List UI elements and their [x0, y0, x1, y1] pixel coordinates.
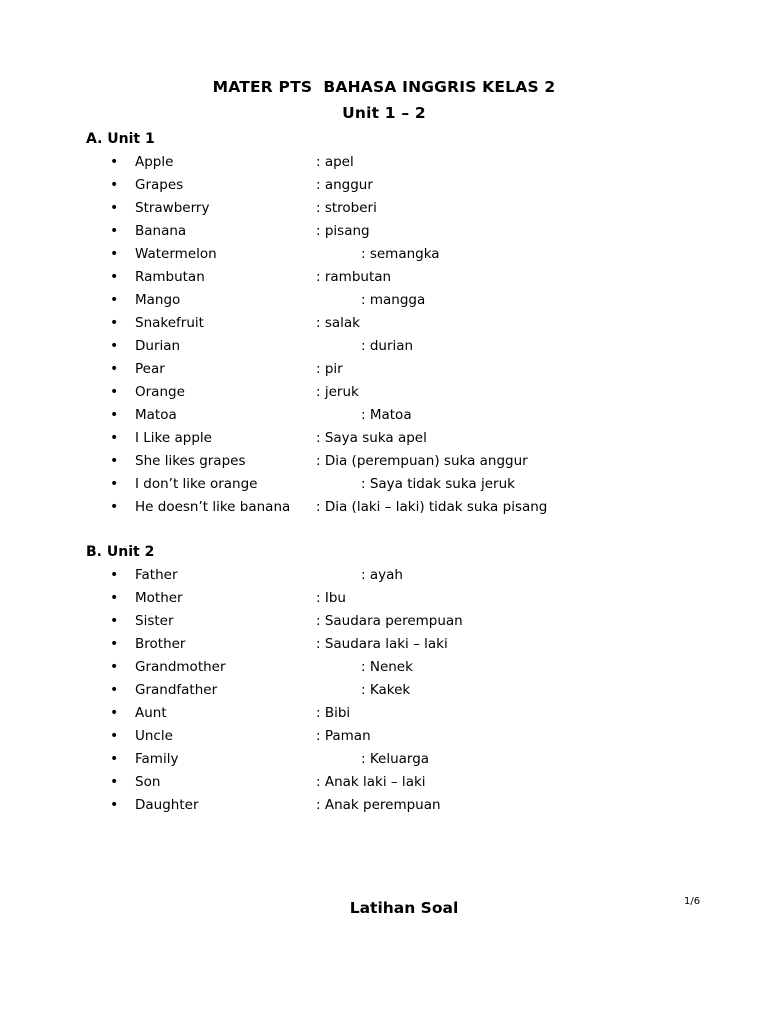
list-item: [0, 266, 768, 289]
vocabulary-meaning: : Saudara perempuan: [316, 613, 463, 629]
bullet-icon: •: [110, 751, 119, 767]
list-item: [0, 197, 768, 220]
vocabulary-meaning: : Kakek: [361, 682, 411, 698]
bullet-icon: •: [110, 567, 119, 583]
list-item: [0, 656, 768, 679]
list-item: [0, 702, 768, 725]
bullet-icon: •: [110, 177, 119, 193]
vocabulary-meaning: : Paman: [316, 728, 371, 744]
page-number: 1/6: [684, 896, 701, 907]
vocabulary-term: Grapes: [135, 177, 184, 193]
vocabulary-term: Brother: [135, 636, 186, 652]
bullet-icon: •: [110, 797, 119, 813]
vocabulary-meaning: : Matoa: [361, 407, 412, 423]
list-item: [0, 564, 768, 587]
bullet-icon: •: [110, 590, 119, 606]
bullet-icon: •: [110, 476, 119, 492]
list-item: [0, 610, 768, 633]
list-item: [0, 243, 768, 266]
list-item: [0, 496, 768, 519]
vocabulary-meaning: : semangka: [361, 246, 440, 262]
vocabulary-list-unit-2: [0, 564, 768, 817]
bullet-icon: •: [110, 659, 119, 675]
vocabulary-term: He doesn’t like banana: [135, 499, 291, 515]
bullet-icon: •: [110, 682, 119, 698]
vocabulary-term: Mango: [135, 292, 181, 308]
vocabulary-meaning: : mangga: [361, 292, 426, 308]
vocabulary-term: Aunt: [135, 705, 167, 721]
list-item: [0, 312, 768, 335]
vocabulary-meaning: : rambutan: [316, 269, 392, 285]
vocabulary-meaning: : Ibu: [316, 590, 346, 606]
vocabulary-meaning: : durian: [361, 338, 414, 354]
vocabulary-meaning: : Anak laki – laki: [316, 774, 426, 790]
vocabulary-meaning: : apel: [316, 154, 354, 170]
vocabulary-term: Grandmother: [135, 659, 226, 675]
vocabulary-term: Snakefruit: [135, 315, 204, 331]
list-item: [0, 174, 768, 197]
vocabulary-meaning: : Saya tidak suka jeruk: [361, 476, 515, 492]
vocabulary-term: Matoa: [135, 407, 177, 423]
list-item: [0, 794, 768, 817]
vocabulary-term: Grandfather: [135, 682, 218, 698]
bullet-icon: •: [110, 613, 119, 629]
vocabulary-term: Watermelon: [135, 246, 217, 262]
list-item: [0, 427, 768, 450]
vocabulary-term: Father: [135, 567, 178, 583]
vocabulary-term: Orange: [135, 384, 185, 400]
bullet-icon: •: [110, 499, 119, 515]
list-item: [0, 151, 768, 174]
vocabulary-term: I don’t like orange: [135, 476, 258, 492]
bullet-icon: •: [110, 315, 119, 331]
list-item: [0, 587, 768, 610]
bullet-icon: •: [110, 728, 119, 744]
bullet-icon: •: [110, 292, 119, 308]
list-item: [0, 335, 768, 358]
vocabulary-meaning: : Saya suka apel: [316, 430, 427, 446]
vocabulary-term: Family: [135, 751, 179, 767]
list-item: [0, 473, 768, 496]
bullet-icon: •: [110, 636, 119, 652]
vocabulary-meaning: : Saudara laki – laki: [316, 636, 448, 652]
vocabulary-list-unit-1: [0, 151, 768, 519]
vocabulary-meaning: : pir: [316, 361, 343, 377]
vocabulary-meaning: : ayah: [361, 567, 403, 583]
bullet-icon: •: [110, 384, 119, 400]
vocabulary-meaning: : Nenek: [361, 659, 413, 675]
vocabulary-meaning: : Keluarga: [361, 751, 430, 767]
bullet-icon: •: [110, 246, 119, 262]
list-item: [0, 771, 768, 794]
vocabulary-term: Sister: [135, 613, 174, 629]
vocabulary-term: I Like apple: [135, 430, 212, 446]
bullet-icon: •: [110, 200, 119, 216]
bullet-icon: •: [110, 705, 119, 721]
bullet-icon: •: [110, 361, 119, 377]
list-item: [0, 220, 768, 243]
vocabulary-meaning: : Anak perempuan: [316, 797, 441, 813]
bullet-icon: •: [110, 453, 119, 469]
list-item: [0, 381, 768, 404]
document-subtitle: Unit 1 – 2: [342, 104, 426, 122]
exercise-heading: Latihan Soal: [349, 899, 459, 917]
document-title: MATER PTS BAHASA INGGRIS KELAS 2: [212, 78, 556, 96]
bullet-icon: •: [110, 338, 119, 354]
bullet-icon: •: [110, 430, 119, 446]
list-item: [0, 633, 768, 656]
vocabulary-term: Son: [135, 774, 161, 790]
bullet-icon: •: [110, 269, 119, 285]
bullet-icon: •: [110, 223, 119, 239]
list-item: [0, 679, 768, 702]
bullet-icon: •: [110, 154, 119, 170]
vocabulary-term: She likes grapes: [135, 453, 246, 469]
section-heading-unit-2: B. Unit 2: [86, 544, 155, 560]
vocabulary-term: Uncle: [135, 728, 173, 744]
list-item: [0, 404, 768, 427]
list-item: [0, 450, 768, 473]
vocabulary-term: Apple: [135, 154, 174, 170]
vocabulary-term: Daughter: [135, 797, 199, 813]
bullet-icon: •: [110, 774, 119, 790]
vocabulary-term: Rambutan: [135, 269, 205, 285]
vocabulary-meaning: : salak: [316, 315, 360, 331]
vocabulary-term: Banana: [135, 223, 187, 239]
vocabulary-meaning: : pisang: [316, 223, 370, 239]
vocabulary-term: Durian: [135, 338, 181, 354]
list-item: [0, 725, 768, 748]
vocabulary-term: Pear: [135, 361, 165, 377]
vocabulary-meaning: : Bibi: [316, 705, 351, 721]
list-item: [0, 748, 768, 771]
list-item: [0, 289, 768, 312]
vocabulary-meaning: : Dia (perempuan) suka anggur: [316, 453, 528, 469]
vocabulary-meaning: : jeruk: [316, 384, 359, 400]
vocabulary-meaning: : Dia (laki – laki) tidak suka pisang: [316, 499, 548, 515]
list-item: [0, 358, 768, 381]
vocabulary-term: Mother: [135, 590, 183, 606]
vocabulary-term: Strawberry: [135, 200, 210, 216]
bullet-icon: •: [110, 407, 119, 423]
vocabulary-meaning: : stroberi: [316, 200, 377, 216]
vocabulary-meaning: : anggur: [316, 177, 373, 193]
section-heading-unit-1: A. Unit 1: [86, 131, 155, 147]
